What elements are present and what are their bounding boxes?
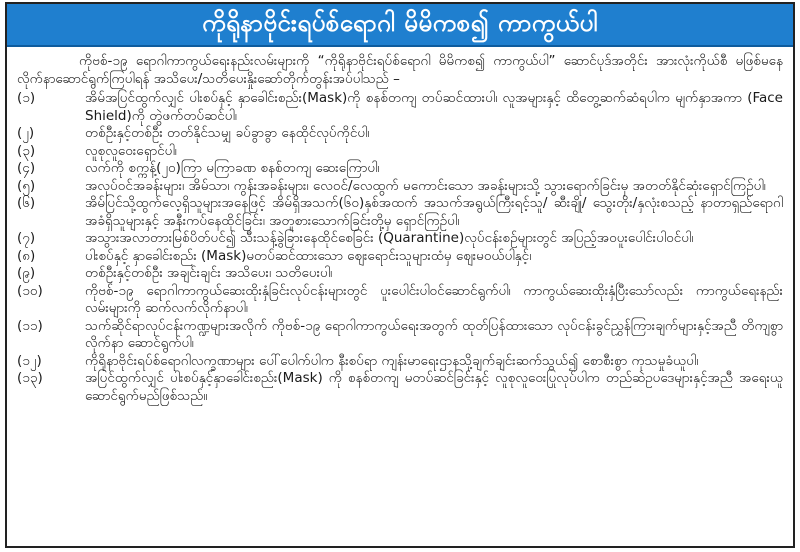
- notice-body: [7, 47, 793, 405]
- intro-paragraph: ကိုဗစ်-၁၉ ရောဂါကာကွယ်ရေးနည်းလမ်းများကို “ကိုရိုနာဗိုင်းရပ်စ်ရောဂါ မိမိကစ၍ ကာကွယ်ပါ” ဆောင်ပုဒ်အတိုင်း အားလုံးကိုယ်စီ မဖြစ်မနေ လိုက်နာဆောင်ရွက်ကြပါရန် အသိပေး/သတိပေးနှိုးဆော်တိုက်တွန်းအပ်ပါသည် –: [17, 53, 783, 87]
- guideline-item-9: [17, 265, 783, 283]
- guideline-item-6: [17, 195, 783, 230]
- item-number: (၁၃): [17, 370, 43, 386]
- guideline-item-13: [17, 370, 783, 405]
- guideline-item-12: [17, 353, 783, 371]
- item-text: လူစုလူဝေးရှောင်ပါ၊: [85, 142, 177, 159]
- item-text: ကိုရိုနာဗိုင်းရပ်စ်ရောဂါလက္ခဏာများ ပေါ်ပေါက်ပါက နီးစပ်ရာ ကျန်းမာရေးဌာနသို့ချက်ချင်းဆက်သွယ်၍ စောစီးစွာ ကုသမှုခံယူပါ၊: [85, 352, 699, 369]
- item-number: (၆): [17, 195, 36, 211]
- item-text: သက်ဆိုင်ရာလုပ်ငန်းကဏ္ဍများအလိုက် ကိုဗစ်-၁၉ ရောဂါကာကွယ်ရေးအတွက် ထုတ်ပြန်ထားသော လုပ်ငန်းခွင်ညွှန်ကြားချက်များနှင့်အညီ တိကျစွာလိုက်နာ ဆောင်ရွက်ပါ၊: [85, 317, 783, 351]
- item-text: အလုပ်ဝင်အခန်းများ၊ အိမ်သာ၊ ကွန်းအခန်းများ၊ လေဝင်/လေထွက် မကောင်းသော အခန်းများသို့ သွားရောက်ခြင်းမှ အတတ်နိုင်ဆုံးရှောင်ကြဉ်ပါ၊: [85, 177, 766, 194]
- notice-title: ကိုရိုနာဗိုင်းရပ်စ်ရောဂါ မိမိကစ၍ ကာကွယ်ပါ: [202, 8, 598, 37]
- item-number: (၁၁): [17, 317, 43, 334]
- item-number: (၁): [17, 90, 36, 106]
- item-text: တစ်ဦးနှင့်တစ်ဦး တတ်နိုင်သမျှ ခပ်ခွာခွာ နေထိုင်လုပ်ကိုင်ပါ၊: [85, 125, 370, 141]
- guideline-item-11: [17, 318, 783, 353]
- item-text: အိမ်ပြင်သို့ထွက်လေ့ရှိသူများအနေဖြင့် အိမ်ရှိအသက်(၆၀)နှစ်အထက် အသက်အရွယ်ကြီးရင့်သူ/ ဆီးချို/ သွေးတိုး/နှလုံးစသည့် နာတာရှည်ရောဂါ အခံရှိသူများနှင့် အနီးကပ်နေထိုင်ခြင်း၊ အတူစားသောက်ခြင်းတို့မှ ရှောင်ကြဉ်ပါ၊: [85, 195, 783, 229]
- item-text: အပြင်ထွက်လျှင် ပါးစပ်နှင့်နှာခေါင်းစည်း(Mask) ကို စနစ်တကျ မတပ်ဆင်ခြင်းနှင့် လူစုလူဝေးပြုလုပ်ပါက တည်ဆဲဥပဒေများနှင့်အညီ အရေးယူဆောင်ရွက်မည်ဖြစ်သည်။: [85, 370, 783, 404]
- item-number: (၁၂): [17, 352, 42, 369]
- item-number: (၉): [17, 265, 36, 281]
- item-text: ပါးစပ်နှင့် နှာခေါင်းစည်း (Mask)မတပ်ဆင်ထားသော ဈေးရောင်းသူများထံမှ ဈေးမဝယ်ပါနှင့်၊: [85, 247, 532, 264]
- item-text: လက်ကို စက္ကန့်(၂၀)ကြာ မကြာခဏ စနစ်တကျ ဆေးကြောပါ၊: [85, 160, 380, 176]
- item-number: (၇): [17, 230, 36, 246]
- item-number: (၁၀): [17, 282, 43, 299]
- guideline-list: [17, 90, 783, 405]
- guideline-item-4: [17, 160, 783, 178]
- notice-board: [5, 2, 795, 548]
- item-text: အိမ်အပြင်ထွက်လျှင် ပါးစပ်နှင့် နှာခေါင်းစည်း(Mask)ကို စနစ်တကျ တပ်ဆင်ထားပါ၊ လူအများနှင့် ထိတွေ့ဆက်ဆံရပါက မျက်နှာအကာ (Face Shield)ကို တွဲဖက်တပ်ဆင်ပါ၊: [85, 90, 783, 124]
- item-number: (၄): [17, 160, 36, 176]
- guideline-item-1: [17, 90, 783, 125]
- item-number: (၅): [17, 177, 36, 194]
- guideline-item-2: [17, 125, 783, 143]
- guideline-item-3: [17, 143, 783, 161]
- item-number: (၈): [17, 247, 36, 264]
- item-text: အသွားအလာတားမြစ်ပိတ်ပင်၍ သီးသန့်ခွဲခြားနေထိုင်စေခြင်း (Quarantine)လုပ်ငန်းစဉ်များတွင် အပြည့်အဝပူးပေါင်းပါဝင်ပါ၊: [85, 230, 694, 246]
- item-text: တစ်ဦးနှင့်တစ်ဦး အချင်းချင်း အသိပေး၊ သတိပေးပါ၊: [85, 265, 333, 281]
- guideline-item-10: [17, 283, 783, 318]
- item-number: (၃): [17, 142, 36, 159]
- guideline-item-8: [17, 248, 783, 266]
- item-number: (၂): [17, 125, 35, 141]
- item-text: ကိုဗစ်-၁၉ ရောဂါကာကွယ်ဆေးထိုးနှံခြင်းလုပ်ငန်းများတွင် ပူးပေါင်းပါဝင်ဆောင်ရွက်ပါ၊ ကာကွယ်ဆေးထိုးနှံပြီးသော်လည်း ကာကွယ်ရေးနည်းလမ်းများကို ဆက်လက်လိုက်နာပါ၊: [85, 282, 783, 316]
- title-banner: [7, 4, 793, 47]
- guideline-item-5: [17, 178, 783, 196]
- guideline-item-7: [17, 230, 783, 248]
